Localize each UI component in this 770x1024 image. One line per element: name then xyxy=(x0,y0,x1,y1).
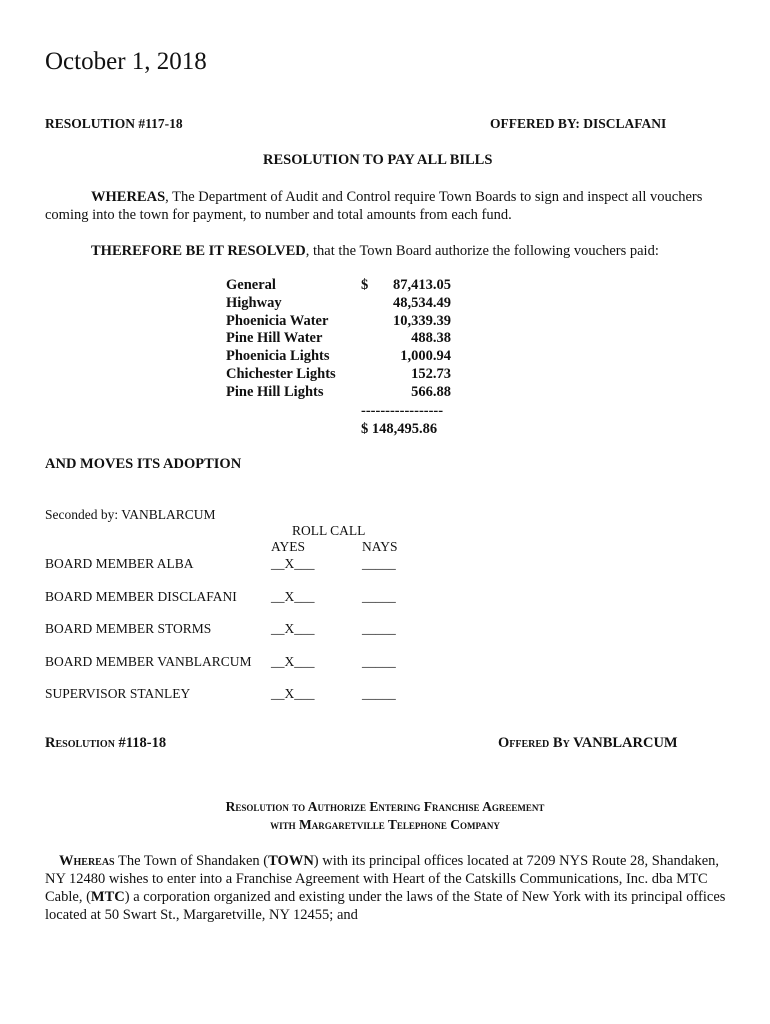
aye-vote: __X___ xyxy=(271,556,315,571)
fund-amount: 1,000.94 xyxy=(400,348,451,365)
nay-vote: _____ xyxy=(362,621,396,636)
member-name: BOARD MEMBER STORMS xyxy=(45,621,212,636)
fund-amount: 87,413.05 xyxy=(393,277,451,293)
dollar-sign xyxy=(361,348,373,366)
seconded-by: Seconded by: VANBLARCUM xyxy=(45,507,216,522)
fund-amount: 48,534.49 xyxy=(393,294,451,311)
fund-name: Phoenicia Lights xyxy=(226,348,330,365)
resolution-number-2: Resolution #118-18 xyxy=(45,735,167,751)
whereas-paragraph xyxy=(45,188,735,224)
dollar-sign xyxy=(361,366,373,384)
roll-call-heading: ROLL CALL xyxy=(292,523,366,538)
member-name: BOARD MEMBER DISCLAFANI xyxy=(45,589,237,604)
resolution-title-2-line1: Resolution to Authorize Entering Franchise Agreement xyxy=(225,799,545,814)
fund-amount: 152.73 xyxy=(411,365,451,382)
nay-vote: _____ xyxy=(362,654,396,669)
fund-row xyxy=(226,295,451,313)
town-abbrev: TOWN xyxy=(268,853,314,869)
resolution-title-2-line2: with Margaretville Telephone Company xyxy=(270,817,500,832)
fund-row xyxy=(226,366,451,384)
aye-vote: __X___ xyxy=(271,686,315,701)
fund-amount: 566.88 xyxy=(411,383,451,400)
whereas-lead: WHEREAS xyxy=(91,189,166,205)
fund-row xyxy=(226,330,451,348)
nay-vote: _____ xyxy=(362,589,396,604)
whereas-text: , The Department of Audit and Control require Town Boards to sign and inspect all vouchers coming into the town for payment, to number and total amounts from each fund. xyxy=(45,189,703,223)
fund-name: Pine Hill Water xyxy=(226,330,323,347)
total-rule: ----------------- xyxy=(361,403,444,419)
dollar-sign xyxy=(361,313,373,331)
member-name: BOARD MEMBER VANBLARCUM xyxy=(45,654,252,669)
fund-name: Chichester Lights xyxy=(226,365,336,382)
fund-row xyxy=(226,384,451,402)
fund-row xyxy=(226,348,451,366)
nay-vote: _____ xyxy=(362,556,396,571)
voucher-table xyxy=(226,277,451,402)
whereas-lead-2: Whereas xyxy=(59,853,115,869)
resolution-number: RESOLUTION #117-18 xyxy=(45,116,183,131)
nays-heading: NAYS xyxy=(362,539,398,554)
member-name: SUPERVISOR STANLEY xyxy=(45,686,191,701)
adoption-heading: AND MOVES ITS ADOPTION xyxy=(45,456,242,472)
offered-by: OFFERED BY: DISCLAFANI xyxy=(490,116,667,131)
fund-row xyxy=(226,313,451,331)
dollar-sign xyxy=(361,330,373,348)
fund-row xyxy=(226,277,451,295)
dollar-sign: $ xyxy=(361,277,369,293)
meeting-date: October 1, 2018 xyxy=(45,48,207,75)
resolution-title: RESOLUTION TO PAY ALL BILLS xyxy=(263,152,493,168)
nay-vote: _____ xyxy=(362,686,396,701)
whereas-text-2b: ) with its principal offices located at 7209 NYS Route 28, Shandaken, NY 12480 wishes to enter into a Franchise Agreement with Heart of the Catskills Communications, Inc. dba MTC Cable, ( xyxy=(45,853,720,905)
fund-name: Pine Hill Lights xyxy=(226,383,324,400)
whereas-text-2a: The Town of Shandaken ( xyxy=(114,853,269,869)
ayes-heading: AYES xyxy=(271,539,306,554)
aye-vote: __X___ xyxy=(271,589,315,604)
fund-name: Highway xyxy=(226,294,282,311)
therefore-paragraph xyxy=(45,242,735,260)
whereas-text-2c: ) a corporation organized and existing under the laws of the State of New York with its principal offices located at 50 Swart St., Margaretville, NY 12455; and xyxy=(45,889,726,923)
mtc-abbrev: MTC xyxy=(90,889,125,905)
aye-vote: __X___ xyxy=(271,621,315,636)
offered-by-2: Offered By VANBLARCUM xyxy=(498,735,678,751)
therefore-text: , that the Town Board authorize the following vouchers paid: xyxy=(305,243,659,259)
aye-vote: __X___ xyxy=(271,654,315,669)
member-name: BOARD MEMBER ALBA xyxy=(45,556,194,571)
fund-amount: 488.38 xyxy=(411,330,451,347)
dollar-sign xyxy=(361,295,373,313)
fund-name: Phoenicia Water xyxy=(226,312,329,329)
whereas-paragraph-2 xyxy=(45,852,735,924)
fund-name: General xyxy=(226,277,276,293)
fund-amount: 10,339.39 xyxy=(393,312,451,329)
dollar-sign xyxy=(361,384,373,402)
total-amount: $ 148,495.86 xyxy=(361,421,438,437)
therefore-lead: THEREFORE BE IT RESOLVED xyxy=(91,243,306,259)
